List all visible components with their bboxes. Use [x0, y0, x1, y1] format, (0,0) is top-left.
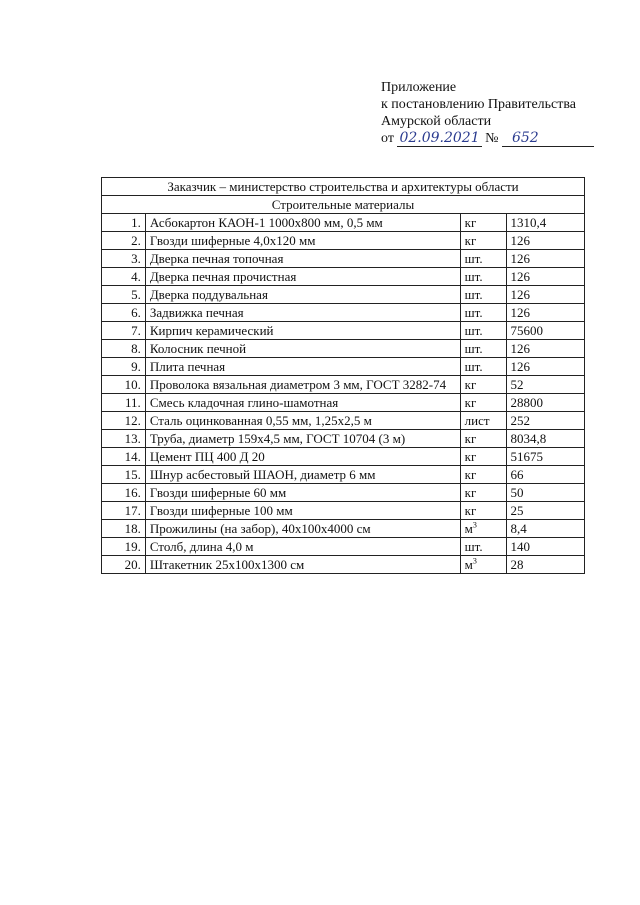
material-name — [145, 268, 460, 286]
handwritten-number: 652 — [511, 130, 539, 146]
table-row — [102, 376, 585, 394]
handwritten-date: 02.09.2021 — [399, 130, 480, 146]
material-name — [145, 448, 460, 466]
quantity-text: 75600 — [510, 323, 544, 338]
unit-of-measure — [460, 538, 506, 556]
material-name-text: Колосник печной — [149, 341, 247, 356]
quantity-text: 126 — [510, 359, 531, 374]
material-name — [145, 412, 460, 430]
material-name — [145, 232, 460, 250]
material-name-text: Асбокартон КАОН-1 1000х800 мм, 0,5 мм — [149, 215, 383, 230]
material-name — [145, 322, 460, 340]
table-row — [102, 304, 585, 322]
material-name-text: Труба, диаметр 159х4,5 мм, ГОСТ 10704 (3 м) — [149, 431, 406, 446]
unit-of-measure-text: шт. — [464, 269, 483, 284]
unit-of-measure — [460, 232, 506, 250]
table-row — [102, 340, 585, 358]
material-name — [145, 502, 460, 520]
table-row — [102, 520, 585, 538]
table-row — [102, 556, 585, 574]
material-name — [145, 430, 460, 448]
quantity-text: 126 — [510, 305, 531, 320]
unit-of-measure-text: шт. — [464, 287, 483, 302]
table-row — [102, 214, 585, 232]
unit-of-measure-text: лист — [464, 413, 490, 428]
material-name — [145, 394, 460, 412]
quantity — [506, 448, 584, 466]
material-name-text: Гвозди шиферные 100 мм — [149, 503, 293, 518]
unit-of-measure — [460, 358, 506, 376]
appendix-region-line: Амурской области — [381, 114, 492, 129]
quantity — [506, 322, 584, 340]
unit-of-measure-text: кг — [464, 431, 477, 446]
quantity — [506, 520, 584, 538]
material-name-text: Прожилины (на забор), 40х100х4000 см — [149, 521, 371, 536]
unit-of-measure-text: кг — [464, 503, 477, 518]
unit-of-measure-text: кг — [464, 485, 477, 500]
row-number — [102, 520, 146, 538]
table-row — [102, 250, 585, 268]
row-number-text: 15. — [124, 467, 141, 482]
row-number-text: 6. — [131, 305, 141, 320]
number-field — [502, 131, 594, 147]
material-name — [145, 376, 460, 394]
row-number — [102, 502, 146, 520]
unit-of-measure-text: шт. — [464, 323, 483, 338]
number-prefix: № — [485, 131, 499, 146]
table-row — [102, 412, 585, 430]
row-number-text: 17. — [124, 503, 141, 518]
unit-of-measure — [460, 520, 506, 538]
quantity — [506, 214, 584, 232]
quantity-text: 126 — [510, 287, 531, 302]
row-number-text: 19. — [124, 539, 141, 554]
row-number-text: 16. — [124, 485, 141, 500]
material-name-text: Дверка печная топочная — [149, 251, 284, 266]
row-number — [102, 412, 146, 430]
row-number-text: 7. — [131, 323, 141, 338]
quantity — [506, 358, 584, 376]
row-number — [102, 556, 146, 574]
quantity-text: 252 — [510, 413, 531, 428]
row-number-text: 4. — [131, 269, 141, 284]
quantity-text: 51675 — [510, 449, 544, 464]
material-name-text: Проволока вязальная диаметром 3 мм, ГОСТ 3282-74 — [149, 377, 447, 392]
appendix-title: Приложение — [381, 80, 457, 95]
quantity — [506, 268, 584, 286]
row-number — [102, 538, 146, 556]
quantity — [506, 376, 584, 394]
material-name-text: Сталь оцинкованная 0,55 мм, 1,25х2,5 м — [149, 413, 372, 428]
material-name-text: Дверка поддувальная — [149, 287, 268, 302]
row-number-text: 3. — [131, 251, 141, 266]
material-name — [145, 484, 460, 502]
quantity-text: 50 — [510, 485, 524, 500]
quantity-text: 126 — [510, 269, 531, 284]
appendix-header — [381, 79, 594, 147]
quantity-text: 126 — [510, 341, 531, 356]
row-number-text: 8. — [131, 341, 141, 356]
material-name-text: Гвозди шиферные 4,0х120 мм — [149, 233, 316, 248]
unit-of-measure-text: м — [464, 557, 473, 572]
row-number-text: 20. — [124, 557, 141, 572]
table-row — [102, 394, 585, 412]
section-header: Строительные материалы — [102, 196, 585, 214]
quantity-text: 66 — [510, 467, 524, 482]
quantity — [506, 394, 584, 412]
quantity — [506, 250, 584, 268]
material-name-text: Шнур асбестовый ШАОН, диаметр 6 мм — [149, 467, 376, 482]
quantity-text: 25 — [510, 503, 524, 518]
material-name-text: Столб, длина 4,0 м — [149, 539, 254, 554]
unit-of-measure — [460, 448, 506, 466]
unit-of-measure-text: кг — [464, 215, 477, 230]
quantity — [506, 556, 584, 574]
material-name-text: Задвижка печная — [149, 305, 244, 320]
from-prefix: от — [381, 131, 394, 146]
row-number-text: 18. — [124, 521, 141, 536]
materials-rows — [102, 214, 585, 574]
table-row — [102, 538, 585, 556]
unit-of-measure — [460, 484, 506, 502]
customer-header: Заказчик – министерство строительства и архитектуры области — [102, 178, 585, 196]
row-number-text: 2. — [131, 233, 141, 248]
row-number — [102, 268, 146, 286]
material-name-text: Цемент ПЦ 400 Д 20 — [149, 449, 265, 464]
quantity-text: 140 — [510, 539, 531, 554]
row-number — [102, 448, 146, 466]
quantity — [506, 538, 584, 556]
row-number — [102, 322, 146, 340]
quantity-text: 126 — [510, 233, 531, 248]
quantity-text: 28 — [510, 557, 524, 572]
unit-of-measure-text: кг — [464, 449, 477, 464]
unit-of-measure-text: шт. — [464, 251, 483, 266]
row-number-text: 9. — [131, 359, 141, 374]
customer-header-row — [102, 178, 585, 196]
unit-of-measure-text: м — [464, 521, 473, 536]
row-number — [102, 304, 146, 322]
material-name-text: Плита печная — [149, 359, 226, 374]
quantity — [506, 412, 584, 430]
material-name-text: Дверка печная прочистная — [149, 269, 297, 284]
row-number-text: 12. — [124, 413, 141, 428]
row-number-text: 5. — [131, 287, 141, 302]
quantity-text: 8034,8 — [510, 431, 547, 446]
quantity-text: 126 — [510, 251, 531, 266]
table-row — [102, 286, 585, 304]
row-number — [102, 466, 146, 484]
material-name — [145, 250, 460, 268]
row-number — [102, 376, 146, 394]
row-number — [102, 250, 146, 268]
unit-superscript: 3 — [472, 520, 477, 530]
material-name — [145, 286, 460, 304]
material-name-text: Гвозди шиферные 60 мм — [149, 485, 287, 500]
unit-of-measure — [460, 376, 506, 394]
quantity-text: 28800 — [510, 395, 544, 410]
section-header-row — [102, 196, 585, 214]
row-number-text: 10. — [124, 377, 141, 392]
quantity — [506, 484, 584, 502]
material-name — [145, 214, 460, 232]
quantity — [506, 304, 584, 322]
unit-of-measure — [460, 250, 506, 268]
unit-of-measure — [460, 340, 506, 358]
unit-of-measure-text: шт. — [464, 359, 483, 374]
row-number — [102, 214, 146, 232]
quantity — [506, 232, 584, 250]
unit-of-measure-text: шт. — [464, 539, 483, 554]
appendix-resolution-line: к постановлению Правительства — [381, 97, 577, 112]
row-number-text: 14. — [124, 449, 141, 464]
row-number — [102, 394, 146, 412]
table-row — [102, 448, 585, 466]
table-row — [102, 484, 585, 502]
table-row — [102, 466, 585, 484]
table-row — [102, 232, 585, 250]
unit-of-measure — [460, 412, 506, 430]
row-number — [102, 358, 146, 376]
material-name — [145, 520, 460, 538]
unit-of-measure — [460, 268, 506, 286]
material-name — [145, 556, 460, 574]
unit-of-measure-text: кг — [464, 233, 477, 248]
material-name — [145, 304, 460, 322]
row-number — [102, 286, 146, 304]
unit-of-measure-text: кг — [464, 395, 477, 410]
unit-superscript: 3 — [472, 556, 477, 566]
material-name — [145, 466, 460, 484]
quantity-text: 52 — [510, 377, 524, 392]
unit-of-measure-text: кг — [464, 467, 477, 482]
appendix-date-number-line — [381, 130, 594, 147]
material-name-text: Кирпич керамический — [149, 323, 274, 338]
table-row — [102, 502, 585, 520]
unit-of-measure — [460, 304, 506, 322]
quantity — [506, 286, 584, 304]
date-field — [397, 131, 481, 147]
row-number — [102, 340, 146, 358]
table-row — [102, 268, 585, 286]
quantity — [506, 502, 584, 520]
unit-of-measure-text: шт. — [464, 305, 483, 320]
material-name — [145, 358, 460, 376]
row-number-text: 1. — [131, 215, 141, 230]
row-number-text: 11. — [125, 395, 141, 410]
table-row — [102, 358, 585, 376]
unit-of-measure — [460, 466, 506, 484]
unit-of-measure — [460, 502, 506, 520]
row-number — [102, 232, 146, 250]
row-number — [102, 430, 146, 448]
quantity-text: 8,4 — [510, 521, 527, 536]
unit-of-measure-text: шт. — [464, 341, 483, 356]
material-name-text: Штакетник 25х100х1300 см — [149, 557, 305, 572]
row-number — [102, 484, 146, 502]
material-name-text: Смесь кладочная глино-шамотная — [149, 395, 339, 410]
unit-of-measure — [460, 322, 506, 340]
quantity — [506, 466, 584, 484]
quantity — [506, 430, 584, 448]
material-name — [145, 340, 460, 358]
unit-of-measure — [460, 556, 506, 574]
materials-table — [101, 177, 585, 574]
quantity-text: 1310,4 — [510, 215, 547, 230]
unit-of-measure — [460, 286, 506, 304]
table-row — [102, 430, 585, 448]
material-name — [145, 538, 460, 556]
unit-of-measure — [460, 214, 506, 232]
row-number-text: 13. — [124, 431, 141, 446]
quantity — [506, 340, 584, 358]
unit-of-measure-text: кг — [464, 377, 477, 392]
unit-of-measure — [460, 430, 506, 448]
unit-of-measure — [460, 394, 506, 412]
table-row — [102, 322, 585, 340]
